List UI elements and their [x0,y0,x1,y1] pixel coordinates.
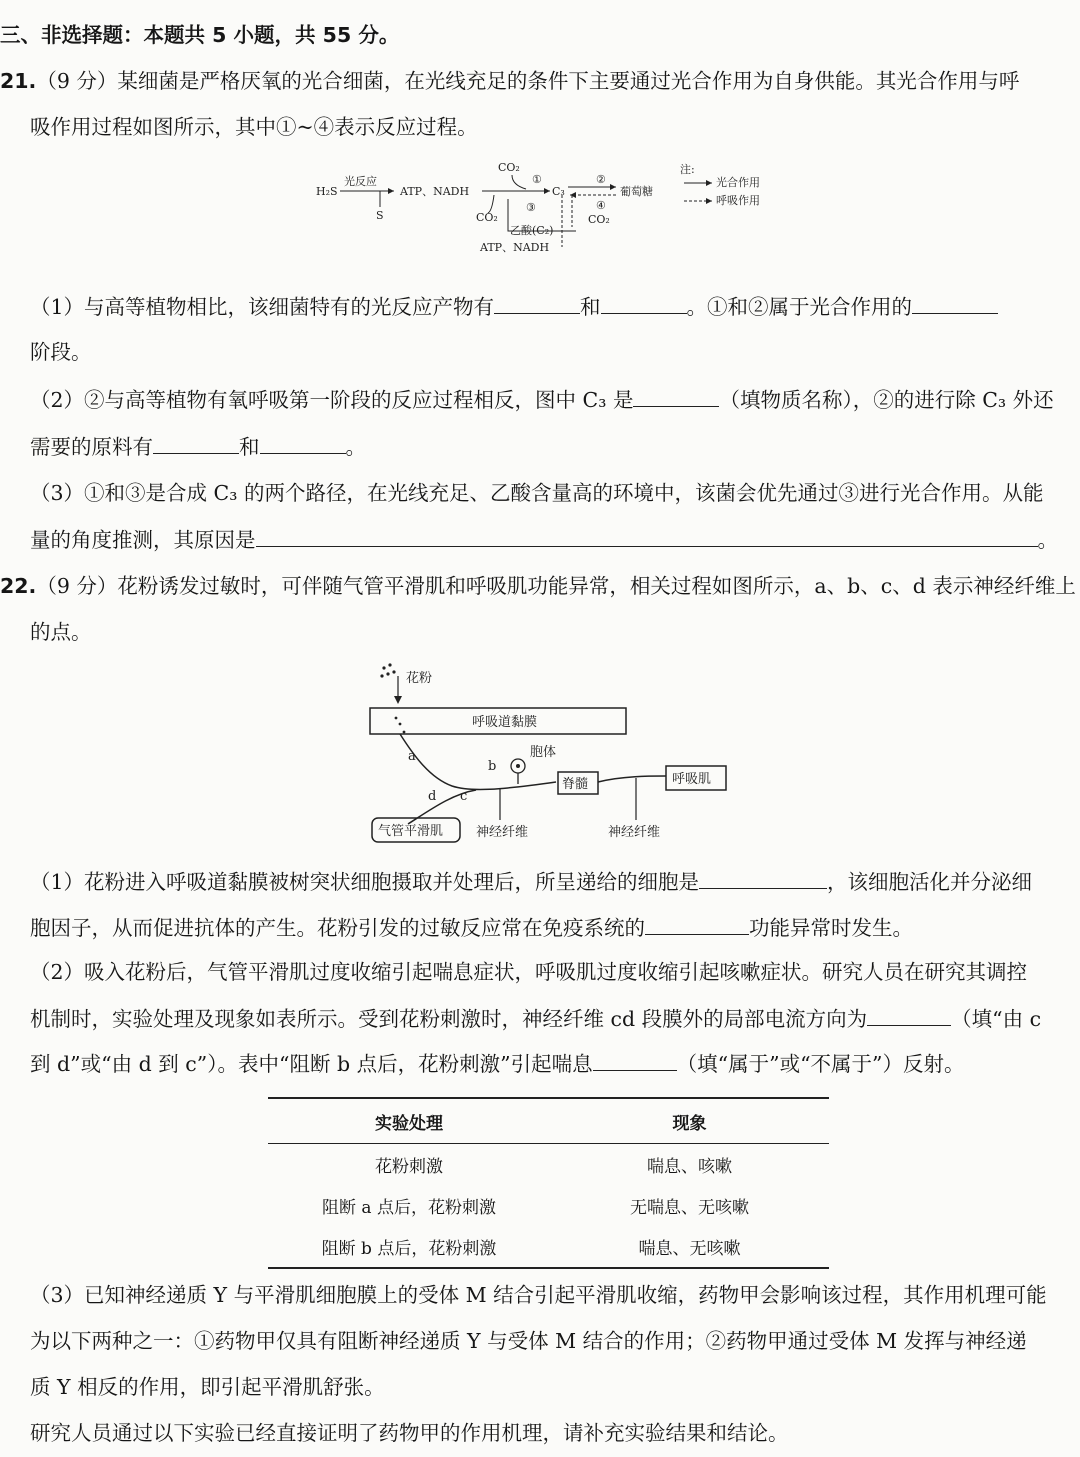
table-cell: 喘息、咳嗽 [647,1157,732,1177]
q21-p3-line1: （3）①和③是合成 C₃ 的两个路径，在光线充足、乙酸含量高的环境中，该菌会优先通过③进行光合作用。从能 [30,481,1044,505]
pollen-label: 花粉 [406,671,433,686]
q21-stem-line2: 吸作用过程如图所示，其中①~④表示反应过程。 [30,115,478,139]
q22-p3-line1: （3）已知神经递质 Y 与平滑肌细胞膜上的受体 M 结合引起平滑肌收缩，药物甲会影响该过程，其作用机理可能 [30,1283,1047,1307]
glucose-label: 葡萄糖 [620,185,653,198]
table-header-row [268,1098,829,1144]
table-header-phenomenon: 现象 [550,1098,829,1144]
s-label: S [376,209,384,222]
spinal-label: 脊髓 [562,777,589,792]
point-d: d [428,789,437,804]
point-c: c [460,789,468,804]
table-row [268,1226,829,1268]
answer-blank-3[interactable] [912,291,998,314]
cell-body-label: 胞体 [530,745,557,760]
fiber2-label: 神经纤维 [608,825,661,840]
c3-label: C₃ [552,185,565,198]
light-reaction-label: 光反应 [344,175,377,188]
q21-p2-line2: 需要的原料有 和 。 [30,431,366,462]
q21-p1-line2: 阶段。 [30,340,92,364]
afferent-fiber [400,734,556,789]
co2-in-arrow [512,175,526,189]
fiber1-label: 神经纤维 [476,825,529,840]
answer-blank-5[interactable] [153,431,239,454]
r1-label: ① [532,173,542,186]
point-a: a [408,749,416,764]
experiment-table [268,1097,829,1269]
q22-number: 22. [0,574,37,598]
table-cell: 花粉刺激 [375,1157,443,1177]
q22-p1-line2: 胞因子，从而促进抗体的产生。花粉引发的过敏反应常在免疫系统的 功能异常时发生。 [30,912,913,943]
q22-p3-line2: 为以下两种之一：①药物甲仅具有阻断神经递质 Y 与受体 M 结合的作用；②药物甲通过受体 M 发挥与神经递 [30,1329,1027,1353]
answer-blank-4[interactable] [633,384,719,407]
answer-blank-1[interactable] [494,291,580,314]
q22-stem-line2: 的点。 [30,620,92,644]
h2s-label: H₂S [316,185,338,198]
q22-p3-line3: 质 Y 相反的作用，即引起平滑肌舒张。 [30,1375,385,1399]
point-b: b [488,759,497,774]
efferent-fiber [598,776,666,782]
q21-stem-line1: 21.（9 分）某细菌是严格厌氧的光合细菌，在光线充足的条件下主要通过光合作用为自身供能。其光合作用与呼 [0,69,1020,93]
table-row [268,1144,829,1186]
table-cell: 无喘息、无咳嗽 [630,1198,749,1218]
answer-blank-2[interactable] [601,291,687,314]
answer-blank-9[interactable] [645,912,749,935]
table-row [268,1185,829,1226]
note-label: 注: [680,163,695,176]
table-header-treatment: 实验处理 [268,1098,550,1144]
q22-p1-line1: （1）花粉进入呼吸道黏膜被树突状细胞摄取并处理后，所呈递给的细胞是 ，该细胞活化并分泌细 [30,866,1032,897]
q22-p3-line4: 研究人员通过以下实验已经直接证明了药物甲的作用机理，请补充实验结果和结论。 [30,1421,789,1445]
legend-resp: 呼吸作用 [716,194,760,207]
answer-blank-6[interactable] [260,431,346,454]
table-cell: 喘息、无咳嗽 [550,1226,829,1268]
q22-p2-line3: 到 d”或“由 d 到 c”）。表中“阻断 b 点后，花粉刺激”引起喘息 （填“属于”或“不属于”）反射。 [30,1048,965,1079]
mucosa-label: 呼吸道黏膜 [472,715,538,730]
table-cell: 阻断 b 点后，花粉刺激 [268,1226,550,1268]
co2-mid: CO₂ [476,211,498,224]
q21-diagram [300,155,800,260]
answer-blank-7[interactable] [256,524,1038,547]
r4-label: ④ [596,199,606,212]
q21-p3-line2: 量的角度推测，其原因是 。 [30,524,1058,555]
section-title: 三、非选择题：本题共 5 小题，共 55 分。 [0,23,400,47]
answer-blank-11[interactable] [593,1048,677,1071]
q22-stem-line1: 22.（9 分）花粉诱发过敏时，可伴随气管平滑肌和呼吸肌功能异常，相关过程如图所示，a、b、c、d 表示神经纤维上 [0,574,1076,598]
q22-p2-line2: 机制时，实验处理及现象如表所示。受到花粉刺激时，神经纤维 cd 段膜外的局部电流方向为 （填“由 c [30,1003,1041,1034]
co2-right: CO₂ [588,213,610,226]
r3-label: ③ [526,201,536,214]
q21-p1-line1: （1）与高等植物相比，该细菌特有的光反应产物有 和 。①和②属于光合作用的 [30,291,998,322]
q21-p2-line1: （2）②与高等植物有氧呼吸第一阶段的反应过程相反，图中 C₃ 是 （填物质名称），②的进行除 C₃ 外还 [30,384,1054,415]
acetic-label: 乙酸(C₂) [510,224,554,237]
table-cell: 阻断 a 点后，花粉刺激 [322,1198,496,1218]
legend-photo: 光合作用 [716,176,760,189]
co2-top: CO₂ [498,161,520,174]
q21-number: 21. [0,69,37,93]
answer-blank-8[interactable] [699,866,827,889]
atp-nadh-2-label: ATP、NADH [480,241,550,254]
r2-label: ② [596,173,606,186]
resp-muscle-label: 呼吸肌 [672,772,712,787]
q22-p2-line1: （2）吸入花粉后，气管平滑肌过度收缩引起喘息症状，呼吸肌过度收缩引起咳嗽症状。研究人员在研究其调控 [30,960,1028,984]
atp-nadh-label: ATP、NADH [400,185,470,198]
trachea-label: 气管平滑肌 [378,824,444,839]
answer-blank-10[interactable] [867,1003,951,1026]
q22-diagram [360,660,740,850]
